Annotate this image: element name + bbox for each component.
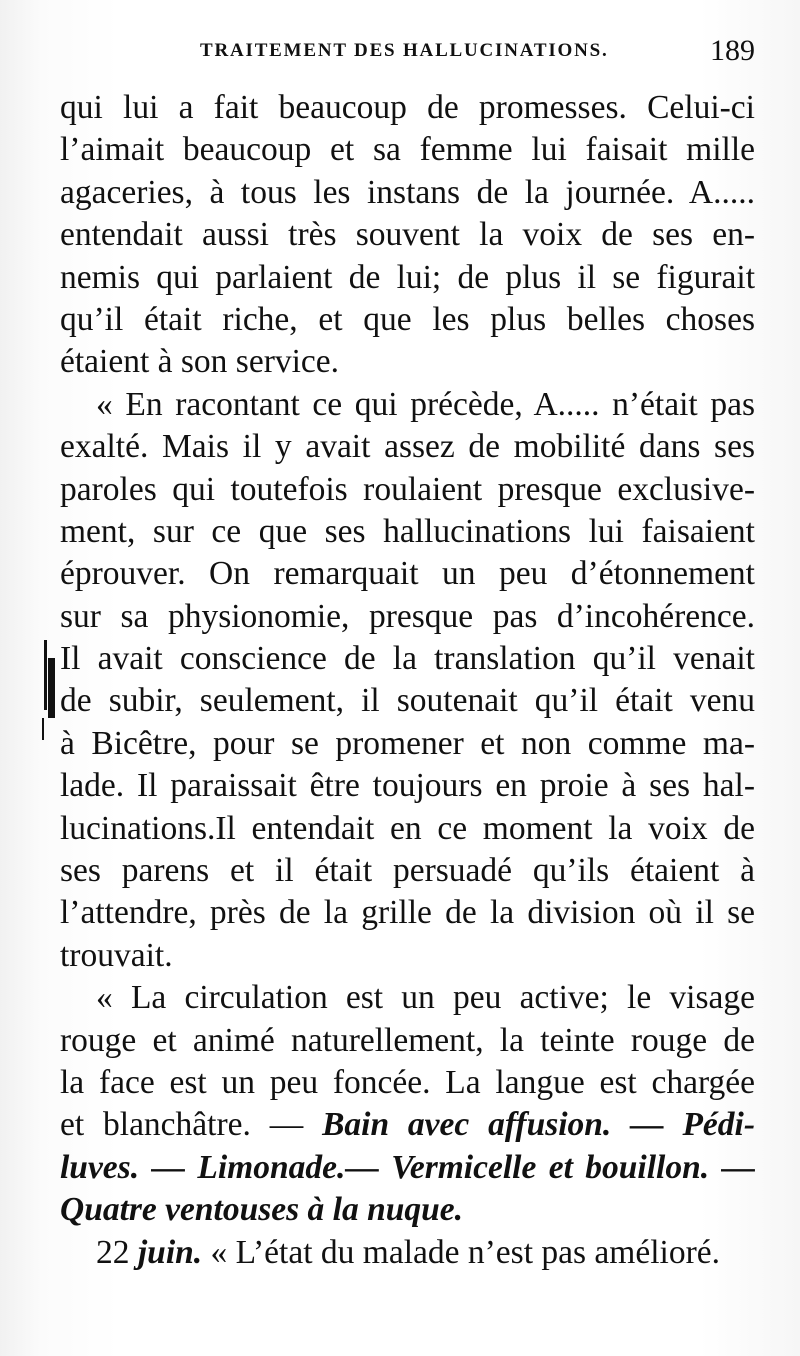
italic-run: Bain avec affusion. — Pédi- xyxy=(322,1106,756,1144)
text-line: lucinations.Il entendait en ce moment la voix de xyxy=(60,809,755,847)
italic-run: Quatre ventouses à la nuque. xyxy=(60,1191,463,1229)
text-line: ment, sur ce que ses hallucinations lui faisaient xyxy=(60,512,755,550)
text-line: trouvait. xyxy=(60,936,173,974)
text-line: sur sa physionomie, presque pas d’incohérence. xyxy=(60,597,755,635)
text-line: « La circulation est un peu active; le visage xyxy=(96,979,755,1017)
page-header xyxy=(60,34,755,74)
running-head: TRAITEMENT DES HALLUCINATIONS. xyxy=(200,40,609,61)
text-line: nemis qui parlaient de lui; de plus il se figurait xyxy=(60,258,755,296)
text-run: et blanchâtre. — xyxy=(60,1106,304,1144)
text-line: de subir, seulement, il soutenait qu’il était venu xyxy=(60,682,755,720)
date-number: 22 xyxy=(96,1233,130,1271)
text-line-italic xyxy=(60,1189,755,1231)
text-line-mixed xyxy=(60,1232,755,1274)
text-line: ses parens et il était persuadé qu’ils étaient à xyxy=(60,852,755,890)
text-line-mixed xyxy=(60,1104,755,1146)
text-line: paroles qui toutefois roulaient presque exclusive- xyxy=(60,470,755,508)
text-line: l’attendre, près de la grille de la division où il se xyxy=(60,894,755,932)
text-line: agaceries, à tous les instans de la journée. A..... xyxy=(60,173,755,211)
body-text xyxy=(60,87,755,1274)
text-line: exalté. Mais il y avait assez de mobilité dans ses xyxy=(60,428,755,466)
italic-run: luves. — Limonade.— Vermicelle et bouillon. — xyxy=(60,1148,755,1186)
italic-run: juin. xyxy=(137,1233,203,1271)
text-line: à Bicêtre, pour se promener et non comme ma- xyxy=(60,724,755,762)
text-line: éprouver. On remarquait un peu d’étonnement xyxy=(60,555,755,593)
text-line: entendait aussi très souvent la voix de ses en- xyxy=(60,216,755,254)
text-line: la face est un peu foncée. La langue est chargée xyxy=(60,1063,755,1101)
page-number: 189 xyxy=(710,34,755,67)
text-line: lade. Il paraissait être toujours en proie à ses hal- xyxy=(60,767,755,805)
text-line: l’aimait beaucoup et sa femme lui faisait mille xyxy=(60,131,755,169)
text-line: rouge et animé naturellement, la teinte rouge de xyxy=(60,1021,755,1059)
margin-ink-mark xyxy=(40,640,56,750)
text-line: « En racontant ce qui précède, A..... n’était pas xyxy=(96,385,755,423)
text-line: qu’il était riche, et que les plus belles choses xyxy=(60,300,755,338)
text-line: étaient à son service. xyxy=(60,343,340,381)
text-line-italic xyxy=(60,1147,755,1189)
text-run: « L’état du malade n’est pas amélioré. xyxy=(210,1233,720,1271)
text-line: Il avait conscience de la translation qu’il venait xyxy=(60,640,755,678)
text-line: qui lui a fait beaucoup de promesses. Celui-ci xyxy=(60,89,755,126)
